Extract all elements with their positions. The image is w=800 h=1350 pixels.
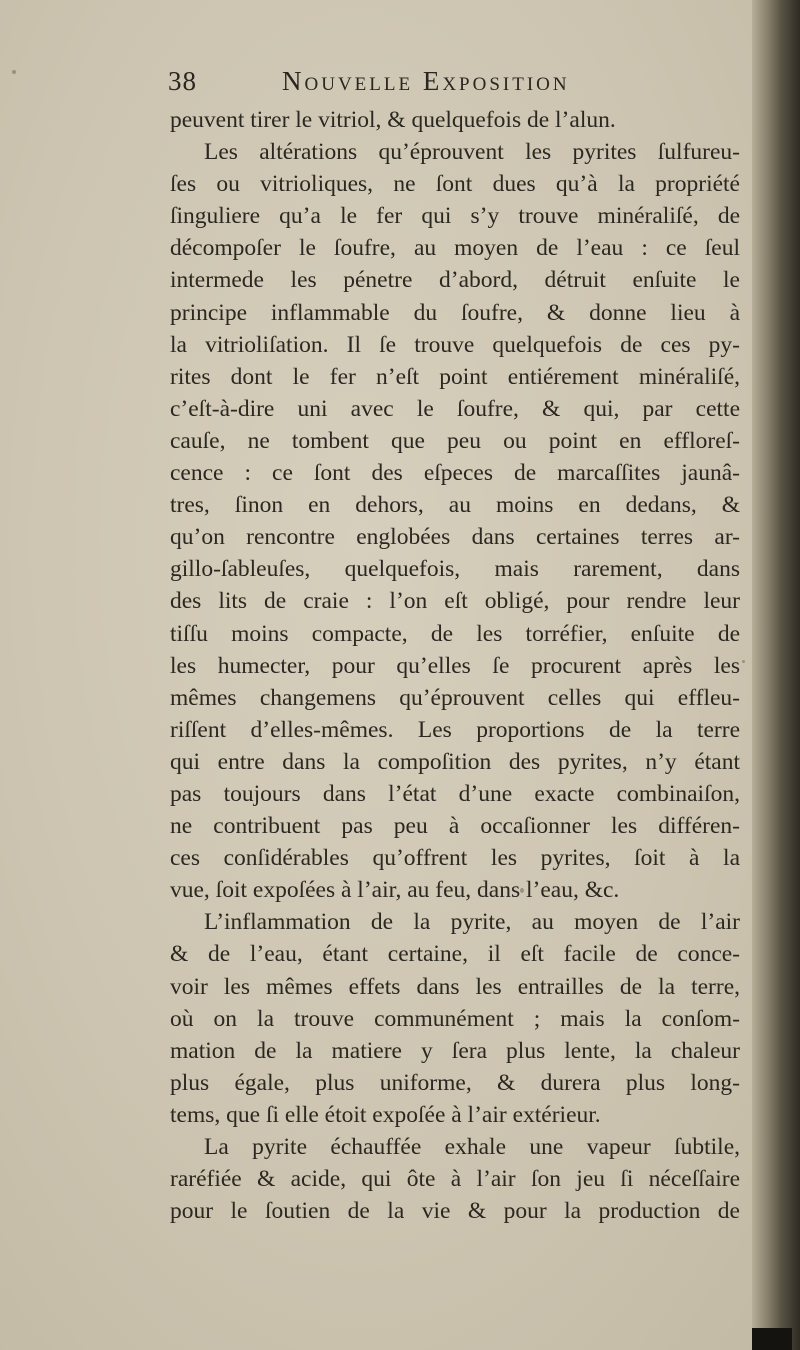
paper-speck — [12, 70, 16, 74]
text-line: ſinguliere qu’a le fer qui s’y trouve minéraliſé, de — [170, 203, 740, 230]
text-line: vue, ſoit expoſées à l’air, au feu, dans l’eau, &c. — [170, 877, 620, 904]
text-line: tiſſu moins compacte, de les torréfier, enſuite de — [170, 620, 740, 647]
binding-edge — [752, 1328, 792, 1350]
text-line: raréfiée & acide, qui ôte à l’air ſon jeu ſi néceſſaire — [170, 1166, 740, 1193]
text-line: gillo-ſableuſes, quelquefois, mais rarement, dans — [170, 556, 740, 583]
text-line: qui entre dans la compoſition des pyrites, n’y étant — [170, 748, 740, 775]
text-line: plus égale, plus uniforme, & durera plus long- — [170, 1069, 740, 1096]
text-line: ne contribuent pas peu à occaſionner les différen- — [170, 813, 740, 840]
text-line: peuvent tirer le vitriol, & quelquefois de l’alun. — [170, 107, 616, 133]
running-header — [168, 66, 648, 106]
body-text — [170, 104, 740, 1227]
text-line: la vitrioliſation. Il ſe trouve quelquefois de ces py- — [170, 331, 740, 358]
text-line: mation de la matiere y ſera plus lente, la chaleur — [170, 1037, 740, 1064]
text-line: rites dont le fer n’eſt point entiérement minéraliſé, — [170, 363, 740, 390]
text-line: La pyrite échauffée exhale une vapeur ſubtile, — [204, 1134, 740, 1160]
text-line: mêmes changemens qu’éprouvent celles qui effleu- — [170, 684, 740, 711]
text-line: ſes ou vitrioliques, ne ſont dues qu’à la propriété — [170, 171, 740, 198]
text-line: les humecter, pour qu’elles ſe procurent après les — [170, 652, 740, 679]
text-line: c’eſt-à-dire uni avec le ſoufre, & qui, par cette — [170, 395, 740, 422]
text-line: voir les mêmes effets dans les entrailles de la terre, — [170, 973, 740, 1000]
text-line: principe inflammable du ſoufre, & donne lieu à — [170, 299, 740, 326]
page-gutter-shadow — [752, 0, 800, 1350]
text-line: cence : ce ſont des eſpeces de marcaſſites jaunâ- — [170, 460, 740, 487]
page-number: 38 — [168, 66, 197, 96]
text-line: décompoſer le ſoufre, au moyen de l’eau : ce ſeul — [170, 235, 740, 262]
text-line: Les altérations qu’éprouvent les pyrites ſulfureu- — [204, 139, 740, 166]
text-line: & de l’eau, étant certaine, il eſt facile de conce- — [170, 941, 740, 968]
text-line: L’inflammation de la pyrite, au moyen de l’air — [204, 909, 740, 936]
text-line: qu’on rencontre englobées dans certaines terres ar- — [170, 524, 740, 551]
text-line: tems, que ſi elle étoit expoſée à l’air extérieur. — [170, 1101, 601, 1128]
text-line: ces conſidérables qu’offrent les pyrites, ſoit à la — [170, 845, 740, 872]
text-line: riſſent d’elles-mêmes. Les proportions de la terre — [170, 716, 740, 743]
text-line: pour le ſoutien de la vie & pour la production de — [170, 1198, 740, 1225]
text-line: où on la trouve communément ; mais la conſom- — [170, 1005, 740, 1032]
running-title: Nouvelle Exposition — [282, 66, 570, 96]
text-line: pas toujours dans l’état d’une exacte combinaiſon, — [170, 780, 740, 807]
text-line: des lits de craie : l’on eſt obligé, pour rendre leur — [170, 588, 740, 615]
text-line: intermede les pénetre d’abord, détruit enſuite le — [170, 267, 740, 294]
paper-speck — [742, 660, 745, 663]
text-line: cauſe, ne tombent que peu ou point en effloreſ- — [170, 427, 740, 454]
text-line: tres, ſinon en dehors, au moins en dedans, & — [170, 492, 740, 519]
